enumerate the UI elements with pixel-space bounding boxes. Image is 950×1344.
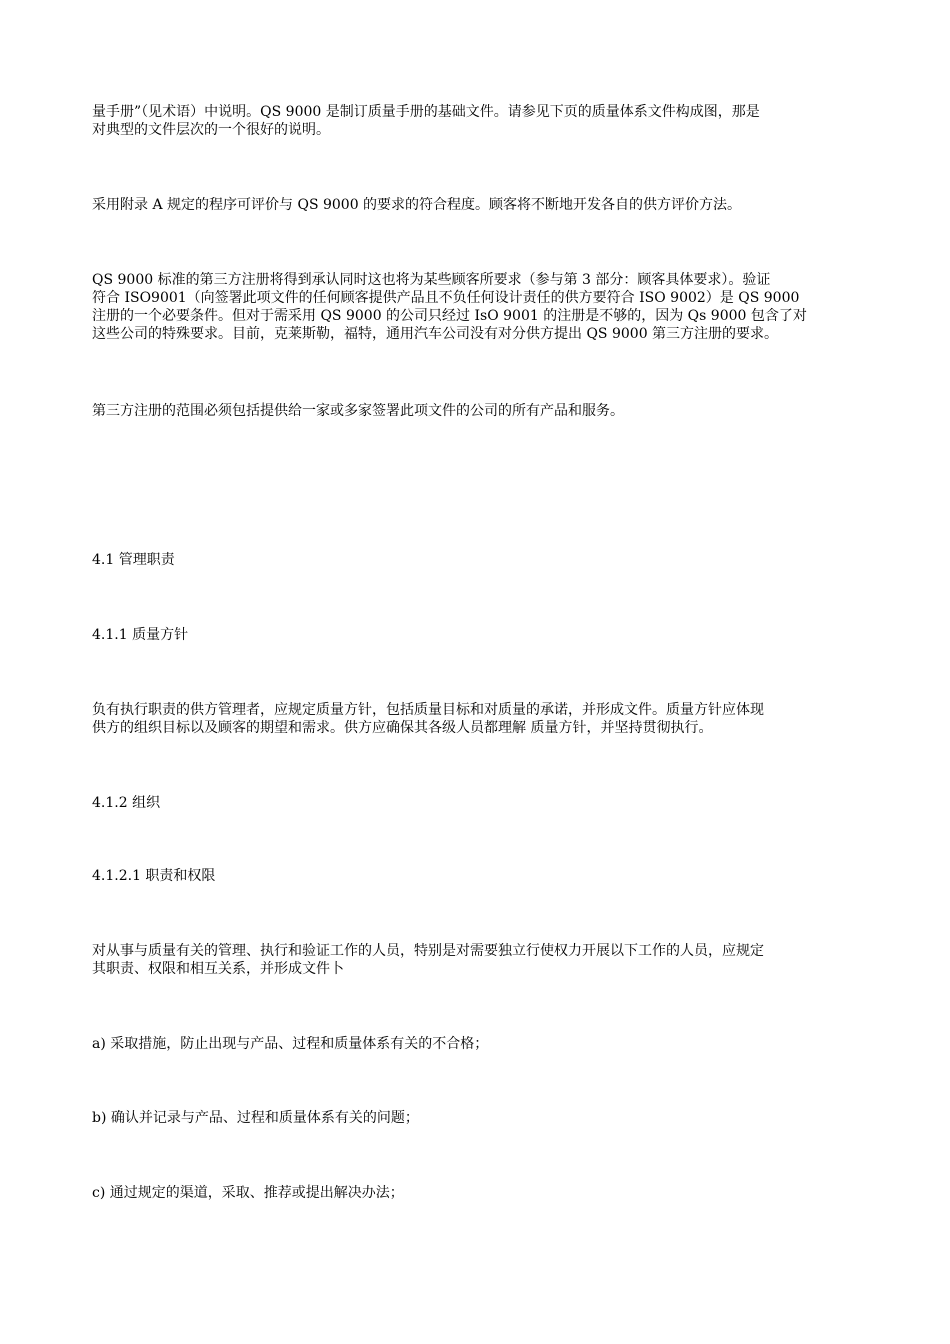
heading-4-1-1: 4.1.1 质量方针 [92, 627, 189, 643]
paragraph-appendix-a [92, 196, 860, 214]
paragraph-line: 供方的组织目标以及顾客的期望和需求。供方应确保其各级人员都理解 质量方针，并坚持贯彻执行。 [92, 720, 713, 736]
paragraph-line: 量手册”（见术语）中说明。QS 9000 是制订质量手册的基础文件。请参见下页的质量体系文件构成图，那是 [92, 104, 760, 120]
paragraph-line: 对典型的文件层次的一个很好的说明。 [92, 122, 330, 138]
list-item-c: c) 通过规定的渠道，采取、推荐或提出解决办法； [92, 1185, 404, 1201]
list-item-b: b) 确认并记录与产品、过程和质量体系有关的问题； [92, 1110, 419, 1126]
heading-4-1: 4.1 管理职责 [92, 552, 175, 568]
paragraph-line: 采用附录 A 规定的程序可评价与 QS 9000 的要求的符合程度。顾客将不断地开发各自的供方评价方法。 [92, 197, 742, 213]
paragraph-quality-policy [92, 701, 860, 737]
paragraph-line: 符合 ISO9001（向签署此项文件的任何顾客提供产品且不负任何设计责任的供方要符合 ISO 9002）是 QS 9000 [92, 290, 800, 306]
paragraph-line: QS 9000 标准的第三方注册将得到承认同时这也将为某些顾客所要求（参与第 3 部分：顾客具体要求）。验证 [92, 272, 771, 288]
paragraph-line: 负有执行职责的供方管理者，应规定质量方针，包括质量目标和对质量的承诺，并形成文件。质量方针应体现 [92, 702, 764, 718]
heading-4-1-2-1: 4.1.2.1 职责和权限 [92, 868, 216, 884]
paragraph-registration-scope [92, 402, 860, 420]
paragraph-line: 对从事与质量有关的管理、执行和验证工作的人员，特别是对需要独立行使权力开展以下工作的人员，应规定 [92, 943, 764, 959]
heading-4-1-2: 4.1.2 组织 [92, 795, 161, 811]
paragraph-quality-manual [92, 103, 860, 139]
paragraph-line: 第三方注册的范围必须包括提供给一家或多家签署此项文件的公司的所有产品和服务。 [92, 403, 624, 419]
paragraph-third-party-registration [92, 271, 860, 343]
list-item-a: a) 采取措施，防止出现与产品、过程和质量体系有关的不合格； [92, 1036, 489, 1052]
paragraph-line: 这些公司的特殊要求。目前，克莱斯勒，福特，通用汽车公司没有对分供方提出 QS 9000 第三方注册的要求。 [92, 326, 779, 342]
paragraph-line: 其职责、权限和相互关系，并形成文件卜 [92, 961, 344, 977]
paragraph-responsibility-authority [92, 942, 860, 978]
paragraph-line: 注册的一个必要条件。但对于需采用 QS 9000 的公司只经过 IsO 9001 的注册是不够的，因为 Qs 9000 包含了对 [92, 308, 807, 324]
